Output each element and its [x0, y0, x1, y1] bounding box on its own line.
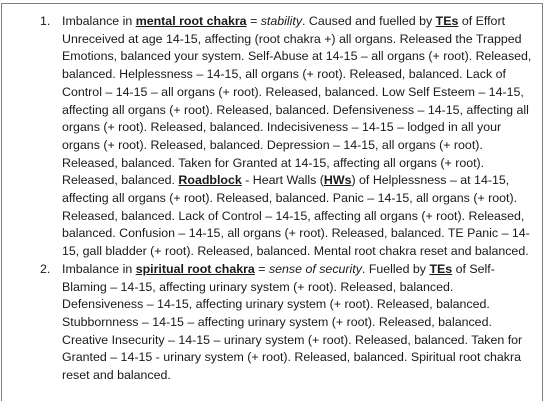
- list-number: 2.: [40, 261, 51, 276]
- tes-term: TEs: [429, 261, 453, 276]
- hws-term: HWs: [323, 173, 352, 188]
- chakra-quality: stability: [260, 14, 303, 28]
- item-body-text: ) of Helplessness – at 14-15, affecting all organs (+ root). Released, balanced. Panic – 14-15, all organs (+ root). Released, balanced. Lack of Control – 14-15, affecting all organs (+ root). Released, balanced. Confusion – 14-15, all organs (+ root). Released, balanced. TE Panic – 14-15, gall bladder (+ root). Released, balanced. Mental root chakra reset and balanced.: [62, 173, 530, 259]
- numbered-list: [0, 13, 546, 385]
- item-lead-text: Imbalance in: [62, 261, 136, 276]
- list-item: [0, 261, 546, 385]
- caused-text: . Fuelled by: [361, 261, 430, 276]
- roadblock-term: Roadblock: [178, 173, 242, 188]
- list-item: [0, 13, 546, 261]
- chakra-name: mental root chakra: [135, 14, 247, 28]
- chakra-name: spiritual root chakra: [135, 261, 255, 276]
- list-number: 1.: [40, 14, 51, 28]
- item-body-text: - Heart Walls (: [241, 173, 324, 188]
- item-body-text: of Effort Unreceived at age 14-15, affecting (root chakra +) all organs. Released the Trapped Emotions, balanced your system. Self-Abuse at 14-15 – all organs (+ root). Released, balanced. Helplessness – 14-15, all organs (+ root). Released, balanced. Lack of Control – 14-15 – all organs (+ root). Released, balanced. Low Self Esteem – 14-15, affecting all organs (+ root). Released, balanced. Defensiveness – 14-15, affecting all organs (+ root). Released, balanced. Indecisiveness – 14-15 – lodged in all your organs (+ root). Released, balanced. Depression – 14-15, all organs (+ root). Released, balanced. Taken for Granted at 14-15, affecting all organs (+ root). Released, balanced.: [62, 14, 532, 188]
- tes-term: TEs: [435, 14, 459, 28]
- chakra-quality: sense of security: [268, 261, 362, 276]
- caused-text: . Caused and fuelled by: [302, 14, 436, 28]
- table-border-top: [1, 3, 543, 4]
- equals-text: =: [254, 261, 269, 276]
- equals-text: =: [246, 14, 261, 28]
- item-body-text: of Self-Blaming – 14-15, affecting urinary system (+ root). Released, balanced. Defensiveness – 14-15, affecting urinary system (+ root). Released, balanced. Stubbornness – 14-15 – affecting urinary system (+ root). Released, balanced. Creative Insecurity – 14-15 – urinary system (+ root). Released, balanced. Taken for Granted – 14-15 - urinary system (+ root). Released, balanced. Spiritual root chakra reset and balanced.: [62, 261, 523, 383]
- item-lead-text: Imbalance in: [62, 14, 136, 28]
